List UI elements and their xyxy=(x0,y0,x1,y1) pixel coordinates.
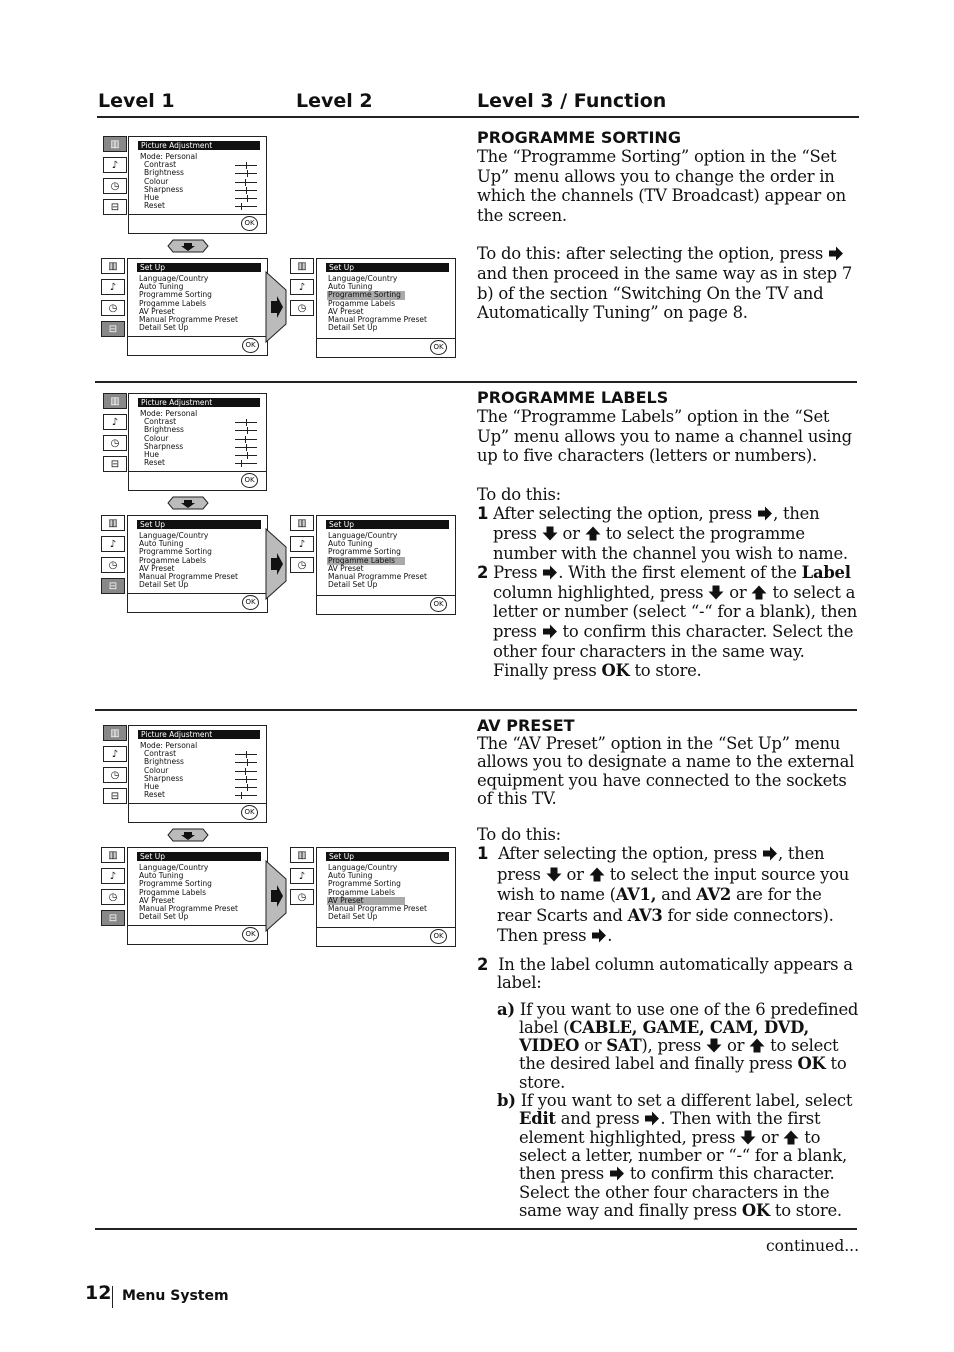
menu-item: AV Preset xyxy=(327,897,405,905)
menu-item: Manual Programme Preset xyxy=(328,903,427,913)
menu-item: Auto Tuning xyxy=(139,539,184,549)
tv-picture-icon: ▥ xyxy=(290,847,314,863)
menu-icon-column xyxy=(103,725,127,809)
header-rule xyxy=(97,116,859,118)
paragraph: To do this: xyxy=(477,484,561,504)
toolbox-icon: ⊟ xyxy=(103,788,127,804)
menu-item: Auto Tuning xyxy=(139,871,184,881)
menu-item: Colour xyxy=(129,435,266,443)
setup-menu-selected-panel xyxy=(316,847,456,947)
arrow-right-icon xyxy=(644,1111,660,1126)
step-1: 1 After selecting the option, press , then press or to select the input source you wish to name (AV1, and AV2 are for the rear Scarts and AV3 for side connectors). Then press . xyxy=(477,844,850,946)
menu-item: Language/Country xyxy=(139,274,209,283)
slider-icon xyxy=(235,439,257,440)
footer-section: Menu System xyxy=(122,1288,229,1304)
page-number: 12 xyxy=(85,1282,112,1304)
menu-icon-column xyxy=(101,258,125,342)
menu-item: Hue xyxy=(129,451,266,459)
arrow-right-icon xyxy=(591,928,607,943)
labels-section xyxy=(477,388,859,681)
arrow-down-icon xyxy=(706,1038,722,1053)
menu-item: Language/Country xyxy=(139,863,209,872)
step-2: 2 Press . With the first element of the Label column highlighted, press or to select a letter or number (select “-“ for a blank), then press to confirm this character. Select the other four characters in the same way. Finally press OK to store. xyxy=(477,563,858,681)
section-title: AV PRESET xyxy=(477,716,575,735)
menu-item: Auto Tuning xyxy=(328,282,373,292)
slider-icon xyxy=(235,762,257,763)
menu-item: Manual Programme Preset xyxy=(139,571,238,581)
level1-heading: Level 1 xyxy=(98,90,175,112)
paragraph: The “Programme Sorting” option in the “Set Up” menu allows you to change the order in which the channels (TV Broadcast) appear on the screen. xyxy=(477,147,846,225)
menu-item: Reset xyxy=(129,459,266,467)
setup-menu-panel xyxy=(127,258,268,356)
tv-picture-icon: ▥ xyxy=(101,258,125,274)
divider xyxy=(129,471,266,472)
divider xyxy=(129,803,266,804)
ok-button-icon: OK xyxy=(430,929,447,944)
menu-item: Progamme Labels xyxy=(139,298,207,308)
clock-icon: ◷ xyxy=(103,767,127,783)
menu-item: Programme Sorting xyxy=(328,879,401,889)
menu-item: Mode: Personal xyxy=(140,152,198,161)
ok-button-icon: OK xyxy=(242,338,259,353)
step-2: 2 In the label column automatically appears a label: xyxy=(477,954,853,993)
menu-item: Manual Programme Preset xyxy=(328,571,427,581)
arrow-right-icon xyxy=(757,506,773,521)
menu-icon-column xyxy=(101,515,125,599)
clock-icon: ◷ xyxy=(290,300,314,316)
arrow-up-icon xyxy=(589,867,605,882)
toolbox-icon: ⊟ xyxy=(101,578,125,594)
ok-button-icon: OK xyxy=(241,805,258,820)
menu-item: Colour xyxy=(129,178,266,186)
menu-item: Detail Set Up xyxy=(139,323,189,333)
menu-title: Set Up xyxy=(137,520,261,529)
menu-item: Manual Programme Preset xyxy=(139,903,238,913)
menu-icon-column xyxy=(290,258,314,321)
slider-icon xyxy=(235,463,257,464)
option-a: a) If you want to use one of the 6 predefined label (CABLE, GAME, CAM, DVD, VIDEO or SAT), press or to select the desired label and finally press OK to store. xyxy=(497,999,859,1092)
slider-icon xyxy=(235,795,257,796)
slider-icon xyxy=(235,190,257,191)
music-note-icon: ♪ xyxy=(103,414,127,430)
slider-icon xyxy=(235,754,257,755)
slider-icon xyxy=(235,455,257,456)
ok-button-icon: OK xyxy=(242,927,259,942)
section-title: PROGRAMME LABELS xyxy=(477,388,669,407)
clock-icon: ◷ xyxy=(290,889,314,905)
arrow-up-icon xyxy=(585,526,601,541)
clock-icon: ◷ xyxy=(103,435,127,451)
music-note-icon: ♪ xyxy=(101,868,125,884)
menu-item: Detail Set Up xyxy=(328,912,378,922)
menu-item: Sharpness xyxy=(129,443,266,451)
slider-icon xyxy=(235,173,257,174)
menu-icon-column xyxy=(290,847,314,910)
slider-icon xyxy=(235,779,257,780)
right-button-icon xyxy=(265,525,287,603)
tv-picture-icon: ▥ xyxy=(103,393,127,409)
menu-title: Set Up xyxy=(137,263,261,272)
slider-icon xyxy=(235,771,257,772)
divider xyxy=(317,595,455,596)
menu-item: Contrast xyxy=(129,750,266,758)
level3-heading: Level 3 / Function xyxy=(477,90,667,112)
arrow-up-icon xyxy=(783,1130,799,1145)
arrow-right-icon xyxy=(828,246,844,261)
slider-icon xyxy=(235,787,257,788)
menu-item: Language/Country xyxy=(328,274,398,283)
menu-item: Manual Programme Preset xyxy=(139,314,238,324)
down-button-icon xyxy=(167,238,209,252)
tv-picture-icon: ▥ xyxy=(101,515,125,531)
menu-item: Hue xyxy=(129,783,266,791)
paragraph: The “AV Preset” option in the “Set Up” menu allows you to designate a name to the external equipment you have connected to the sockets of this TV. xyxy=(477,734,855,808)
clock-icon: ◷ xyxy=(101,889,125,905)
clock-icon: ◷ xyxy=(101,300,125,316)
menu-item: Programme Sorting xyxy=(139,290,212,300)
menu-item: Progamme Labels xyxy=(328,298,396,308)
ok-button-icon: OK xyxy=(241,473,258,488)
divider xyxy=(129,214,266,215)
menu-item: Programme Sorting xyxy=(328,547,401,557)
divider xyxy=(128,336,267,337)
arrow-right-icon xyxy=(542,624,558,639)
menu-title: Set Up xyxy=(326,852,449,861)
music-note-icon: ♪ xyxy=(290,868,314,884)
menu-icon-column xyxy=(103,393,127,477)
picture-adjustment-panel xyxy=(128,136,267,234)
music-note-icon: ♪ xyxy=(103,157,127,173)
menu-title: Picture Adjustment xyxy=(138,398,260,407)
arrow-up-icon xyxy=(749,1038,765,1053)
slider-icon xyxy=(235,198,257,199)
av-section xyxy=(477,716,859,1220)
step-1: 1 After selecting the option, press , then press or to select the programme number with the channel you wish to name. xyxy=(477,504,848,563)
arrow-down-icon xyxy=(542,526,558,541)
menu-item: Detail Set Up xyxy=(139,912,189,922)
menu-item: Language/Country xyxy=(328,863,398,872)
music-note-icon: ♪ xyxy=(101,279,125,295)
menu-item: Progamme Labels xyxy=(139,555,207,565)
menu-icon-column xyxy=(103,136,127,220)
toolbox-icon: ⊟ xyxy=(101,321,125,337)
footer-divider xyxy=(112,1286,113,1308)
menu-item: AV Preset xyxy=(139,895,175,905)
toolbox-icon: ⊟ xyxy=(103,199,127,215)
setup-menu-selected-panel xyxy=(316,515,456,615)
divider xyxy=(128,593,267,594)
music-note-icon: ♪ xyxy=(290,536,314,552)
menu-item: Detail Set Up xyxy=(328,323,378,333)
paragraph: The “Programme Labels” option in the “Set Up” menu allows you to name a channel using up to five characters (letters or numbers). xyxy=(477,407,852,466)
slider-icon xyxy=(235,422,257,423)
tv-picture-icon: ▥ xyxy=(101,847,125,863)
section-rule xyxy=(95,381,857,383)
menu-item: Colour xyxy=(129,767,266,775)
toolbox-icon: ⊟ xyxy=(101,910,125,926)
divider xyxy=(128,925,267,926)
menu-title: Set Up xyxy=(326,263,449,272)
menu-item: AV Preset xyxy=(328,563,364,573)
section-rule xyxy=(95,709,857,711)
music-note-icon: ♪ xyxy=(290,279,314,295)
tv-picture-icon: ▥ xyxy=(103,725,127,741)
arrow-down-icon xyxy=(708,585,724,600)
slider-icon xyxy=(235,182,257,183)
menu-item: Brightness xyxy=(129,758,266,766)
level2-heading: Level 2 xyxy=(296,90,373,112)
menu-item: Detail Set Up xyxy=(328,580,378,590)
menu-item: Detail Set Up xyxy=(139,580,189,590)
menu-title: Set Up xyxy=(326,520,449,529)
menu-item: AV Preset xyxy=(328,306,364,316)
menu-item: Contrast xyxy=(129,161,266,169)
clock-icon: ◷ xyxy=(290,557,314,573)
tv-picture-icon: ▥ xyxy=(290,258,314,274)
continued-note: continued... xyxy=(766,1237,860,1255)
divider xyxy=(317,338,455,339)
arrow-right-icon xyxy=(542,565,558,580)
slider-icon xyxy=(235,447,257,448)
menu-item: Language/Country xyxy=(328,531,398,540)
music-note-icon: ♪ xyxy=(101,536,125,552)
setup-menu-panel xyxy=(127,847,268,945)
option-b: b) If you want to set a different label, select Edit and press . Then with the first element highlighted, press or to select a letter, number or “-“ for a blank, then press to confirm this character. Select the other four characters in the same way and finally press OK to store. xyxy=(497,1091,853,1220)
menu-item: Contrast xyxy=(129,418,266,426)
menu-item: Brightness xyxy=(129,169,266,177)
menu-item: Language/Country xyxy=(139,531,209,540)
menu-item: AV Preset xyxy=(139,563,175,573)
menu-item: Reset xyxy=(129,202,266,210)
menu-item: Brightness xyxy=(129,426,266,434)
section-rule xyxy=(95,1228,857,1230)
arrow-right-icon xyxy=(762,846,778,861)
menu-item: Hue xyxy=(129,194,266,202)
slider-icon xyxy=(235,206,257,207)
toolbox-icon: ⊟ xyxy=(103,456,127,472)
setup-menu-panel xyxy=(127,515,268,613)
menu-item: Auto Tuning xyxy=(139,282,184,292)
arrow-down-icon xyxy=(740,1130,756,1145)
menu-icon-column xyxy=(101,847,125,931)
down-button-icon xyxy=(167,827,209,841)
menu-item: Progamme Labels xyxy=(327,557,405,565)
clock-icon: ◷ xyxy=(103,178,127,194)
menu-item: Reset xyxy=(129,791,266,799)
tv-picture-icon: ▥ xyxy=(290,515,314,531)
paragraph: To do this: xyxy=(477,825,561,845)
arrow-down-icon xyxy=(546,867,562,882)
setup-menu-selected-panel xyxy=(316,258,456,358)
picture-adjustment-panel xyxy=(128,393,267,491)
picture-adjustment-panel xyxy=(128,725,267,823)
ok-button-icon: OK xyxy=(242,595,259,610)
menu-item: Sharpness xyxy=(129,186,266,194)
menu-item: Progamme Labels xyxy=(328,887,396,897)
arrow-up-icon xyxy=(751,585,767,600)
menu-title: Set Up xyxy=(137,852,261,861)
menu-item: Programme Sorting xyxy=(327,291,405,299)
down-button-icon xyxy=(167,495,209,509)
paragraph: To do this: after selecting the option, press and then proceed in the same way as in step 7 b) of the section “Switching On the TV and Automatically Tuning” on page 8. xyxy=(477,244,853,323)
menu-item: Mode: Personal xyxy=(140,741,198,750)
ok-button-icon: OK xyxy=(430,340,447,355)
ok-button-icon: OK xyxy=(430,597,447,612)
slider-icon xyxy=(235,430,257,431)
section-title: PROGRAMME SORTING xyxy=(477,128,681,147)
tv-picture-icon: ▥ xyxy=(103,136,127,152)
clock-icon: ◷ xyxy=(101,557,125,573)
right-button-icon xyxy=(265,268,287,346)
menu-item: Sharpness xyxy=(129,775,266,783)
menu-item: Mode: Personal xyxy=(140,409,198,418)
menu-title: Picture Adjustment xyxy=(138,730,260,739)
arrow-right-icon xyxy=(609,1166,625,1181)
music-note-icon: ♪ xyxy=(103,746,127,762)
ok-button-icon: OK xyxy=(241,216,258,231)
slider-icon xyxy=(235,165,257,166)
divider xyxy=(317,927,455,928)
sorting-section xyxy=(477,128,859,323)
menu-item: AV Preset xyxy=(139,306,175,316)
menu-item: Programme Sorting xyxy=(139,547,212,557)
menu-item: Progamme Labels xyxy=(139,887,207,897)
menu-item: Manual Programme Preset xyxy=(328,314,427,324)
right-button-icon xyxy=(265,857,287,935)
menu-item: Auto Tuning xyxy=(328,539,373,549)
menu-item: Programme Sorting xyxy=(139,879,212,889)
menu-item: Auto Tuning xyxy=(328,871,373,881)
menu-icon-column xyxy=(290,515,314,578)
menu-title: Picture Adjustment xyxy=(138,141,260,150)
